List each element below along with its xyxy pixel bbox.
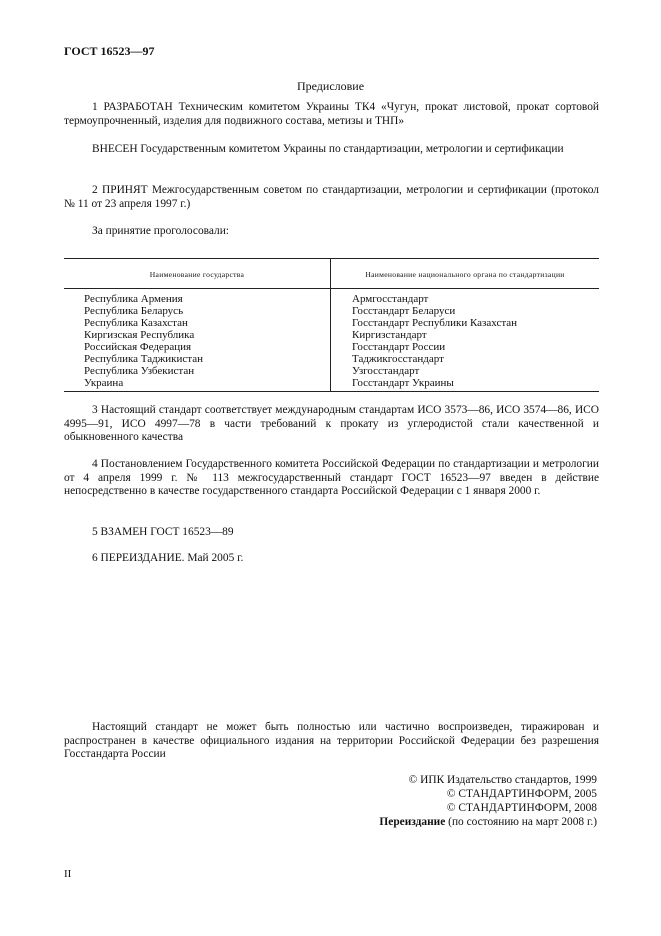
table-cell-body: Госстандарт Украины: [352, 377, 454, 389]
paragraph-6: 6 ПЕРЕИЗДАНИЕ. Май 2005 г.: [92, 552, 244, 564]
table-cell-state: Киргизская Республика: [84, 329, 195, 341]
table-cell-body: Таджикгосстандарт: [352, 353, 444, 365]
paragraph-1-submitted: ВНЕСЕН Государственным комитетом Украины по стандартизации, метрологии и сертификации: [92, 143, 564, 155]
paragraph-2-voted: За принятие проголосовали:: [92, 225, 229, 237]
document-code: ГОСТ 16523—97: [64, 44, 155, 58]
voting-table: [64, 258, 599, 392]
copyright-2005: © СТАНДАРТИНФОРМ, 2005: [446, 788, 597, 800]
table-cell-body: Госстандарт Республики Казахстан: [352, 317, 518, 329]
reproduction-notice: Настоящий стандарт не может быть полностью или частично воспроизведен, тиражирован и распространен в качестве официального издания на территории Российской Федерации без разрешения Госстандарта России: [64, 721, 599, 761]
paragraph-2: 2 ПРИНЯТ Межгосударственным советом по стандартизации, метрологии и сертификации (протокол № 11 от 23 апреля 1997 г.): [64, 184, 599, 210]
paragraph-4: 4 Постановлением Государственного комитета Российской Федерации по стандартизации и метрологии от 4 апреля 1999 г. № 113 межгосударственный стандарт ГОСТ 16523—97 введен в действие непосредственно в качестве государственного стандарта Российской Федерации с 1 января 2000 г.: [64, 458, 599, 498]
table-cell-state: Российская Федерация: [84, 341, 192, 353]
table-cell-body: Армгосстандарт: [352, 293, 429, 305]
table-cell-state: Республика Казахстан: [84, 317, 188, 329]
reissue-date: (по состоянию на март 2008 г.): [445, 816, 597, 828]
table-column-bodies: [352, 293, 517, 389]
copyright-1999: © ИПК Издательство стандартов, 1999: [408, 774, 597, 786]
copyright-2008: © СТАНДАРТИНФОРМ, 2008: [446, 802, 597, 814]
table-cell-body: Госстандарт Беларуси: [352, 305, 456, 317]
paragraph-1: 1 РАЗРАБОТАН Техническим комитетом Украины ТК4 «Чугун, прокат листовой, прокат сортовой термоупрочненный, изделия для подвижного состава, метизы и ТНП»: [64, 101, 599, 127]
table-cell-state: Украина: [84, 377, 124, 389]
table-column-states: [84, 293, 203, 389]
reissue-note: [379, 816, 597, 830]
table-header-divider: [64, 288, 599, 289]
table-cell-body: Узгосстандарт: [352, 365, 420, 377]
table-cell-body: Госстандарт России: [352, 341, 446, 353]
table-header-state: Наименование государства: [149, 270, 245, 279]
paragraph-3: 3 Настоящий стандарт соответствует международным стандартам ИСО 3573—86, ИСО 3574—86, ИСО 4995—91, ИСО 4997—78 в части требований к прокату из углеродистой стали качественной и обыкновенного качества: [64, 404, 599, 444]
table-cell-state: Республика Беларусь: [84, 305, 184, 317]
paragraph-5: 5 ВЗАМЕН ГОСТ 16523—89: [92, 526, 234, 538]
table-header-body: Наименование национального органа по стандартизации: [365, 270, 565, 279]
page-title: Предисловие: [296, 79, 365, 93]
reissue-label: Переиздание: [379, 816, 446, 828]
table-cell-state: Республика Армения: [84, 293, 183, 305]
table-cell-state: Республика Узбекистан: [84, 365, 195, 377]
table-cell-body: Киргизстандарт: [352, 329, 427, 341]
table-cell-state: Республика Таджикистан: [84, 353, 203, 365]
page-number: II: [64, 868, 72, 880]
